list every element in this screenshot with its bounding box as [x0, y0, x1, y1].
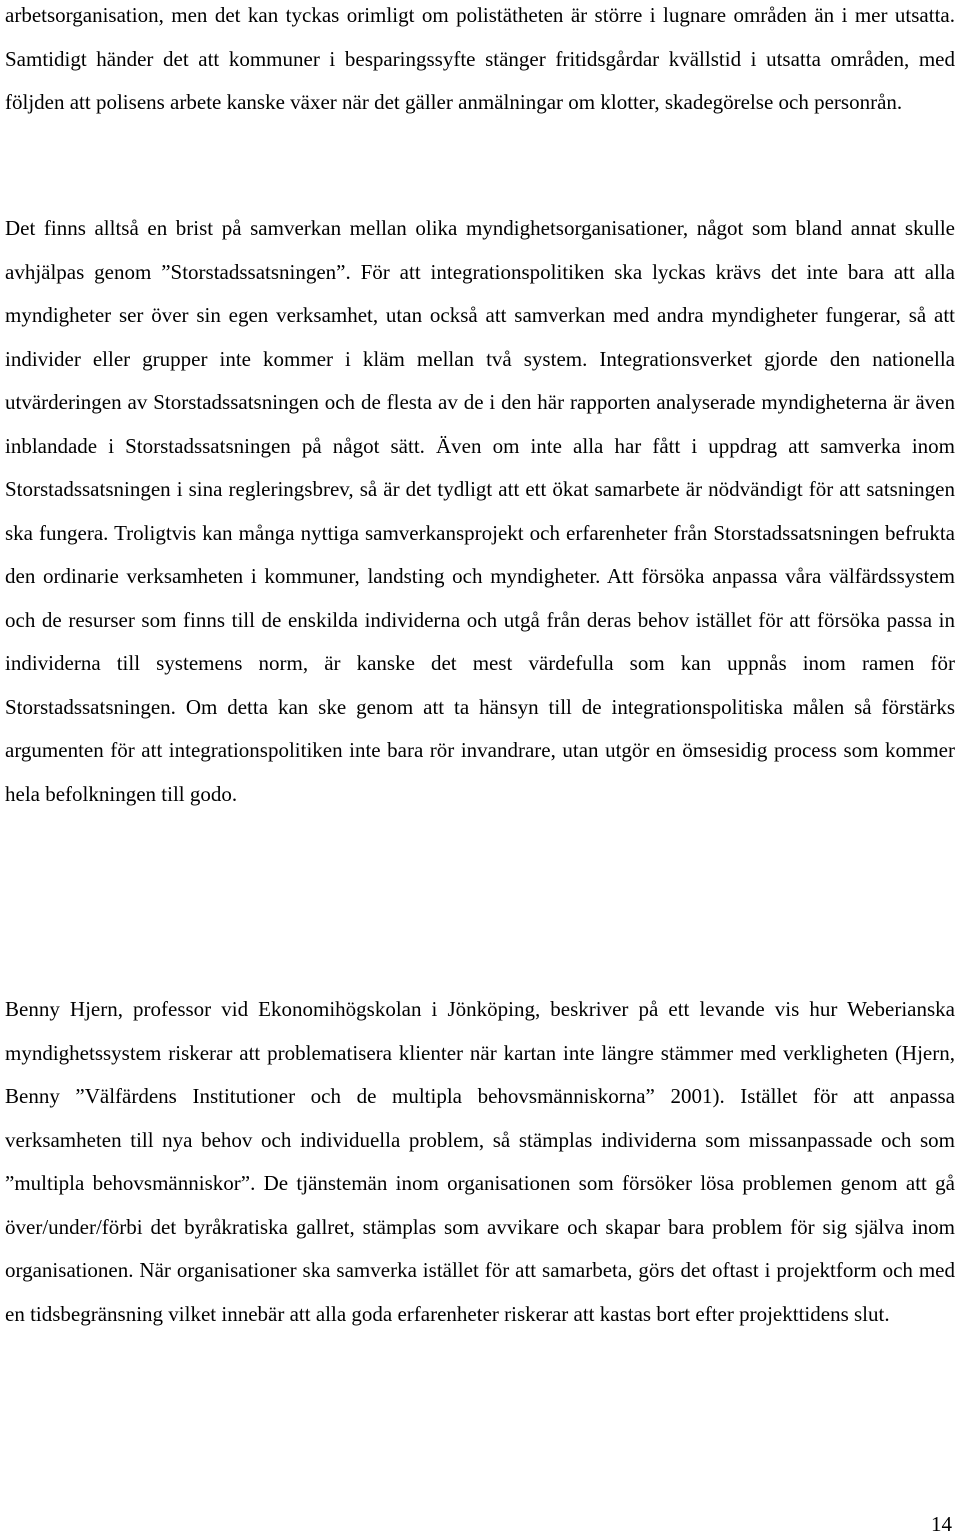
- page-number: 14: [931, 1512, 952, 1536]
- paragraph-3: Benny Hjern, professor vid Ekonomihögskolan i Jönköping, beskriver på ett levande vis hur Weberianska myndighetssystem riskerar att problematisera klienter när kartan inte längre stämmer med verkligheten (Hjern, Benny ”Välfärdens Institutioner och de multipla behovsmänniskorna” 2001). Istället för att anpassa verksamheten till nya behov och individuella problem, så stämplas individerna som missanpassade och som ”multipla behovsmänniskor”. De tjänstemän inom organisationen som försöker lösa problemen genom att gå över/under/förbi det byråkratiska gallret, stämplas som avvikare och skapar bara problem för sig själva inom organisationen. När organisationer ska samverka istället för att samarbeta, görs det oftast i projektform och med en tidsbegränsning vilket innebär att alla goda erfarenheter riskerar att kastas bort efter projekttidens slut.: [5, 997, 955, 1326]
- paragraph-1: arbetsorganisation, men det kan tyckas orimligt om polistätheten är större i lugnare områden än i mer utsatta. Samtidigt händer det att kommuner i besparingssyfte stänger fritidsgårdar kvällstid i utsatta områden, med följden att polisens arbete kanske växer när det gäller anmälningar om klotter, skadegörelse och personrån.: [5, 3, 955, 114]
- paragraph-2: Det finns alltså en brist på samverkan mellan olika myndighetsorganisationer, något som bland annat skulle avhjälpas genom ”Storstadssatsningen”. För att integrationspolitiken ska lyckas krävs det inte bara att alla myndigheter ser över sin egen verksamhet, utan också att samverkan med andra myndigheter fungerar, så att individer eller grupper inte kommer i kläm mellan två system. Integrationsverket gjorde den nationella utvärderingen av Storstadssatsningen och de flesta av de i den här rapporten analyserade myndigheterna är även inblandade i Storstadssatsningen på något sätt. Även om inte alla har fått i uppdrag att samverka inom Storstadssatsningen i sina regleringsbrev, så är det tydligt att ett ökat samarbete är nödvändigt för att satsningen ska fungera. Troligtvis kan många nyttiga samverkansprojekt och erfarenheter från Storstadssatsningen befrukta den ordinarie verksamheten i kommuner, landsting och myndigheter. Att försöka anpassa våra välfärdssystem och de resurser som finns till de enskilda individerna och utgå från deras behov istället för att försöka passa in individerna till systemens norm, är kanske det mest värdefulla som kan uppnås inom ramen för Storstadssatsningen. Om detta kan ske genom att ta hänsyn till de integrationspolitiska målen så förstärks argumenten för att integrationspolitiken inte bara rör invandrare, utan utgör en ömsesidig process som kommer hela befolkningen till godo.: [5, 216, 955, 806]
